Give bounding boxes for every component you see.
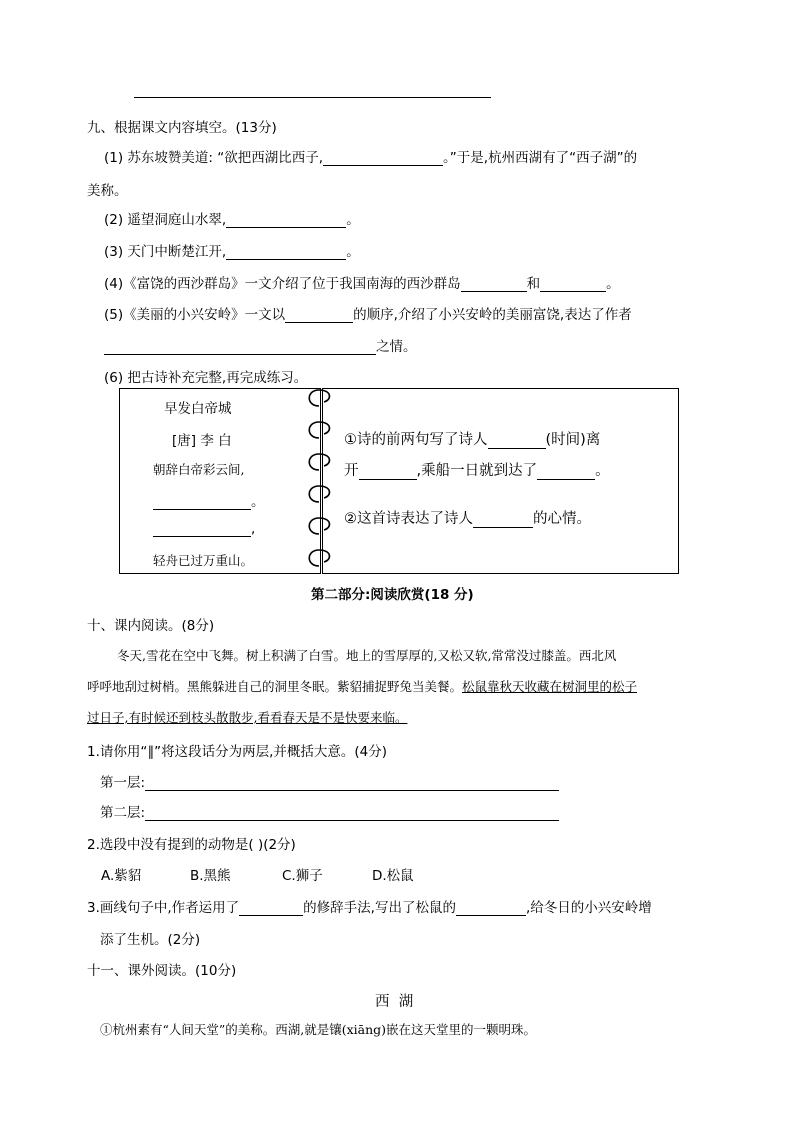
- poem-title: 早发白帝城: [164, 401, 232, 417]
- q9-3-text: (3) 天门中断楚江开,: [104, 244, 227, 260]
- poem-line-1: 朝辞白帝彩云间,: [153, 462, 245, 477]
- poem-author: [唐] 李 白: [172, 433, 232, 449]
- ex1-blank-3[interactable]: [537, 465, 595, 480]
- ex1-text-d: ,乘船一日就到达了: [416, 463, 538, 479]
- q9-2-period: 。: [346, 212, 360, 228]
- passage-line-2-a: 呼呼地刮过树梢。黑熊躲进自己的洞里冬眠。紫貂捕捉野兔当美餐。: [87, 679, 463, 694]
- ex1-text-c: 开: [344, 463, 359, 479]
- q9-3-blank[interactable]: [226, 245, 346, 260]
- option-c[interactable]: C.狮子: [282, 868, 323, 884]
- q9-2-blank[interactable]: [226, 213, 346, 228]
- q9-4-blank-2[interactable]: [540, 277, 606, 292]
- ex1-blank-2[interactable]: [359, 465, 417, 480]
- q9-4-period: 。: [606, 276, 620, 292]
- layer-2-answer[interactable]: [145, 806, 559, 821]
- option-a[interactable]: A.紫貂: [101, 868, 142, 884]
- spiral-binding: [298, 388, 340, 574]
- q9-5-blank-2[interactable]: [104, 340, 376, 355]
- article-title: 西 湖: [375, 994, 414, 1010]
- q9-5-text-b: 的顺序,介绍了小兴安岭的美丽富饶,表达了作者: [353, 307, 632, 323]
- exercise-box: [322, 388, 679, 574]
- spiral-ring: [309, 518, 329, 534]
- q9-1-text-a: (1) 苏东坡赞美道: “欲把西湖比西子,: [104, 150, 324, 166]
- section-10-heading: 十、课内阅读。(8分): [87, 618, 215, 634]
- spiral-ring: [309, 422, 329, 438]
- answer-line-top[interactable]: [134, 97, 491, 98]
- question-10-1: 1.请你用“∥”将这段话分为两层,并概括大意。(4分): [87, 744, 388, 760]
- q9-1-blank[interactable]: [323, 151, 443, 166]
- question-9-4: [104, 272, 620, 292]
- question-9-2: [104, 208, 360, 228]
- ex2-blank[interactable]: [473, 513, 533, 528]
- poem-line-3-end: ,: [251, 521, 256, 537]
- q9-5-blank-1[interactable]: [285, 308, 353, 323]
- exercise-1: [344, 428, 600, 449]
- spiral-ring: [309, 390, 329, 406]
- q9-2-text: (2) 遥望洞庭山水翠,: [104, 212, 227, 228]
- q10-3-text-c: ,给冬日的小兴安岭增: [525, 900, 652, 916]
- passage-line-1: 冬天,雪花在空中飞舞。树上积满了白雪。地上的雪厚厚的,又松又软,常常没过膝盖。西北风: [117, 648, 617, 663]
- exercise-2: [344, 507, 591, 528]
- poem-line-2: [153, 490, 265, 510]
- layer-1: [100, 771, 559, 791]
- q9-3-period: 。: [346, 244, 360, 260]
- layer-2: [100, 801, 559, 821]
- exercise-1-cont: [344, 459, 610, 480]
- ex1-text-b: (时间)离: [545, 432, 601, 448]
- question-10-3: [87, 896, 652, 916]
- q9-5-text-c: 之情。: [376, 339, 417, 355]
- poem-line-2-blank[interactable]: [153, 495, 251, 510]
- question-9-5-cont: [104, 335, 417, 355]
- q9-4-text-a: (4)《富饶的西沙群岛》一文介绍了位于我国南海的西沙群岛: [104, 276, 461, 292]
- option-b[interactable]: B.黑熊: [190, 868, 231, 884]
- section-9-heading: 九、根据课文内容填空。(13分): [87, 120, 277, 136]
- article-paragraph-1: ①杭州素有“人间天堂”的美称。西湖,就是镶(xiāng)嵌在这天堂里的一颗明珠。: [100, 1022, 537, 1037]
- q10-3-blank-2[interactable]: [456, 901, 526, 916]
- q9-4-blank-1[interactable]: [461, 277, 527, 292]
- question-9-3: [104, 240, 360, 260]
- spiral-rings: [309, 390, 329, 566]
- ex1-blank-1[interactable]: [488, 434, 546, 449]
- layer-1-answer[interactable]: [145, 776, 559, 791]
- q10-3-text-b: 的修辞手法,写出了松鼠的: [303, 900, 456, 916]
- poem-line-4: 轻舟已过万重山。: [153, 553, 254, 568]
- passage-line-3: 过日子,有时候还到枝头散散步,看看春天是不是快要来临。: [87, 710, 408, 725]
- question-10-2: 2.选段中没有提到的动物是( )(2分): [87, 837, 296, 853]
- poem-line-3-blank[interactable]: [153, 522, 251, 537]
- passage-line-2: [87, 677, 637, 695]
- question-9-6: (6) 把古诗补充完整,再完成练习。: [104, 370, 308, 386]
- q9-5-text-a: (5)《美丽的小兴安岭》一文以: [104, 307, 286, 323]
- q10-3-blank-1[interactable]: [239, 901, 303, 916]
- spiral-ring: [309, 550, 329, 566]
- q9-1-text-c: 美称。: [87, 183, 128, 199]
- question-9-5: [104, 303, 632, 323]
- part-2-heading: 第二部分:阅读欣赏(18 分): [311, 587, 474, 603]
- spiral-ring: [309, 454, 329, 470]
- q10-3-text-d: 添了生机。(2分): [100, 932, 201, 948]
- q10-3-text-a: 3.画线句子中,作者运用了: [87, 900, 240, 916]
- layer-2-label: 第二层:: [100, 805, 146, 821]
- q9-4-text-b: 和: [526, 276, 541, 292]
- section-11-heading: 十一、课外阅读。(10分): [87, 963, 237, 979]
- option-d[interactable]: D.松鼠: [372, 868, 414, 884]
- q9-1-text-b: 。”于是,杭州西湖有了“西子湖”的: [443, 150, 638, 166]
- poem-line-2-end: 。: [251, 494, 265, 510]
- question-9-1: [104, 146, 637, 166]
- ex1-text-a: ①诗的前两句写了诗人: [344, 432, 488, 448]
- spiral-ring: [309, 486, 329, 502]
- ex2-text-a: ②这首诗表达了诗人: [344, 511, 473, 527]
- passage-line-2-underlined: 松鼠靠秋天收藏在树洞里的松子: [462, 679, 638, 694]
- ex2-text-b: 的心情。: [533, 511, 591, 527]
- ex1-text-e: 。: [595, 463, 610, 479]
- layer-1-label: 第一层:: [100, 775, 146, 791]
- poem-line-3: [153, 521, 255, 537]
